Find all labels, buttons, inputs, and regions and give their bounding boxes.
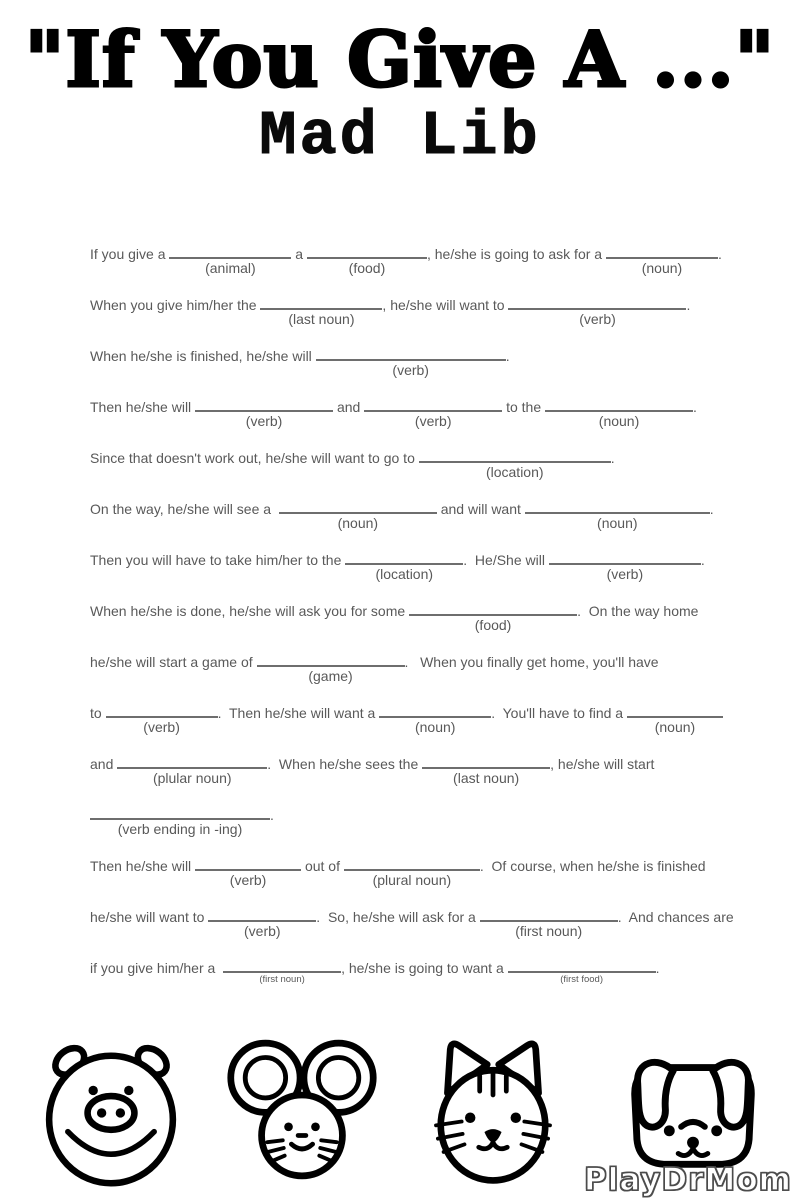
blank-label: (first food) xyxy=(560,974,603,985)
sentence-text: . xyxy=(610,450,615,466)
blank-label: (food) xyxy=(348,260,386,276)
fill-in-blank xyxy=(169,242,291,276)
sentence-text: When you give him/her the xyxy=(90,297,261,313)
blank-label: (plular noun) xyxy=(152,770,232,786)
mouse-face-icon xyxy=(225,1034,379,1184)
worksheet-subtitle: Mad Lib xyxy=(259,100,541,172)
blank-label: (noun) xyxy=(337,515,379,531)
sentence-text: out of xyxy=(301,858,344,874)
cat-face-icon xyxy=(417,1034,569,1192)
madlib-line-9 xyxy=(90,650,770,687)
madlib-line-10 xyxy=(90,701,770,738)
sentence-text: a xyxy=(291,246,307,262)
blank-label: (food) xyxy=(474,617,512,633)
sentence-text: , he/she will start xyxy=(550,756,655,772)
sentence-text: . xyxy=(709,501,714,517)
sentence-text: . xyxy=(655,960,660,976)
blank-label: (verb) xyxy=(143,719,180,735)
fill-in-blank xyxy=(208,905,316,939)
fill-in-blank xyxy=(195,395,333,429)
sentence-text: and xyxy=(90,756,118,772)
madlib-line-1 xyxy=(90,242,770,279)
madlib-body xyxy=(90,242,770,1007)
blank-label: (last noun) xyxy=(453,770,520,786)
blank-label: (location) xyxy=(375,566,434,582)
sentence-text: . On the way home xyxy=(577,603,699,619)
watermark: PlayDrMom xyxy=(584,1162,792,1198)
madlib-line-8 xyxy=(90,599,770,636)
fill-in-blank xyxy=(344,854,480,888)
blank-label: (location) xyxy=(485,464,544,480)
fill-in-blank xyxy=(627,701,723,735)
sentence-text: . You'll have to find a xyxy=(491,705,627,721)
blank-label: (verb) xyxy=(392,362,429,378)
sentence-text: . Then he/she will want a xyxy=(217,705,380,721)
madlib-line-4 xyxy=(90,395,770,432)
fill-in-blank xyxy=(379,701,491,735)
sentence-text: Then he/she will xyxy=(90,399,196,415)
blank-label: (plural noun) xyxy=(372,872,452,888)
sentence-text: , he/she is going to want a xyxy=(341,960,508,976)
sentence-text: . xyxy=(686,297,691,313)
pig-face-icon xyxy=(36,1034,186,1190)
blank-label: (first noun) xyxy=(259,974,305,985)
blank-label: (verb) xyxy=(606,566,644,582)
sentence-text: he/she will start a game of xyxy=(90,654,257,670)
madlib-line-7 xyxy=(90,548,770,585)
fill-in-blank xyxy=(606,242,718,276)
fill-in-blank xyxy=(480,905,618,939)
fill-in-blank xyxy=(117,752,267,786)
sentence-text: . xyxy=(270,807,274,823)
madlib-line-3 xyxy=(90,344,770,381)
sentence-text: and will want xyxy=(436,501,525,517)
sentence-text: . He/She will xyxy=(463,552,549,568)
sentence-text: , he/she will want to xyxy=(382,297,509,313)
madlib-line-14 xyxy=(90,905,770,942)
fill-in-blank xyxy=(345,548,463,582)
sentence-text: . When he/she sees the xyxy=(267,756,423,772)
fill-in-blank xyxy=(364,395,502,429)
fill-in-blank xyxy=(545,395,693,429)
blank-label: (verb) xyxy=(414,413,452,429)
sentence-text: to xyxy=(90,705,106,721)
sentence-text: On the way, he/she will see a xyxy=(90,501,279,517)
blank-label: (verb) xyxy=(579,311,616,327)
fill-in-blank xyxy=(279,497,437,531)
sentence-text: . And chances are xyxy=(617,909,734,925)
fill-in-blank xyxy=(195,854,301,888)
fill-in-blank xyxy=(260,293,382,327)
sentence-text: he/she will want to xyxy=(90,909,209,925)
blank-label: (animal) xyxy=(205,260,256,276)
sentence-text: and xyxy=(333,399,365,415)
sentence-text: If you give a xyxy=(90,246,170,262)
sentence-text: . Of course, when he/she is finished xyxy=(479,858,706,874)
blank-label: (verb) xyxy=(229,872,267,888)
sentence-text: When he/she is done, he/she will ask you for some xyxy=(90,603,410,619)
fill-in-blank xyxy=(316,344,506,378)
fill-in-blank xyxy=(525,497,710,531)
madlib-line-5 xyxy=(90,446,770,483)
blank-label: (verb ending in -ing) xyxy=(117,821,243,837)
blank-label: (noun) xyxy=(597,515,638,531)
blank-label: (noun) xyxy=(641,260,683,276)
fill-in-blank xyxy=(508,956,656,985)
sentence-text: . xyxy=(505,348,510,364)
fill-in-blank xyxy=(409,599,577,633)
sentence-text: . xyxy=(693,399,697,415)
fill-in-blank xyxy=(106,701,218,735)
sentence-text: to the xyxy=(502,399,546,415)
blank-label: (verb) xyxy=(245,413,283,429)
fill-in-blank xyxy=(549,548,701,582)
sentence-text: , he/she is going to ask for a xyxy=(426,246,606,262)
blank-label: (first noun) xyxy=(515,923,583,939)
blank-label: (game) xyxy=(308,668,353,684)
sentence-text: . When you finally get home, you'll have xyxy=(404,654,659,670)
sentence-text: . xyxy=(717,246,722,262)
fill-in-blank xyxy=(223,956,341,985)
blank-label: (last noun) xyxy=(288,311,355,327)
fill-in-blank xyxy=(419,446,611,480)
blank-label: (noun) xyxy=(598,413,640,429)
sentence-text: When he/she is finished, he/she will xyxy=(90,348,316,364)
fill-in-blank xyxy=(422,752,550,786)
madlib-line-6 xyxy=(90,497,770,534)
fill-in-blank xyxy=(307,242,427,276)
blank-label: (noun) xyxy=(654,719,696,735)
fill-in-blank xyxy=(508,293,686,327)
fill-in-blank xyxy=(90,803,270,837)
sentence-text: if you give him/her a xyxy=(90,960,224,976)
madlib-line-12 xyxy=(90,803,770,840)
blank-label: (verb) xyxy=(244,923,281,939)
fill-in-blank xyxy=(257,650,405,684)
sentence-text: Since that doesn't work out, he/she will want to go to xyxy=(90,450,419,466)
sentence-text: . xyxy=(700,552,705,568)
madlib-line-15 xyxy=(90,956,770,993)
madlib-line-2 xyxy=(90,293,770,330)
worksheet-title: "If You Give A ..." xyxy=(24,15,776,104)
madlib-line-11 xyxy=(90,752,770,789)
sentence-text: . So, he/she will ask for a xyxy=(316,909,480,925)
madlib-line-13 xyxy=(90,854,770,891)
sentence-text: Then you will have to take him/her to the xyxy=(90,552,346,568)
blank-label: (noun) xyxy=(414,719,456,735)
sentence-text: Then he/she will xyxy=(90,858,196,874)
